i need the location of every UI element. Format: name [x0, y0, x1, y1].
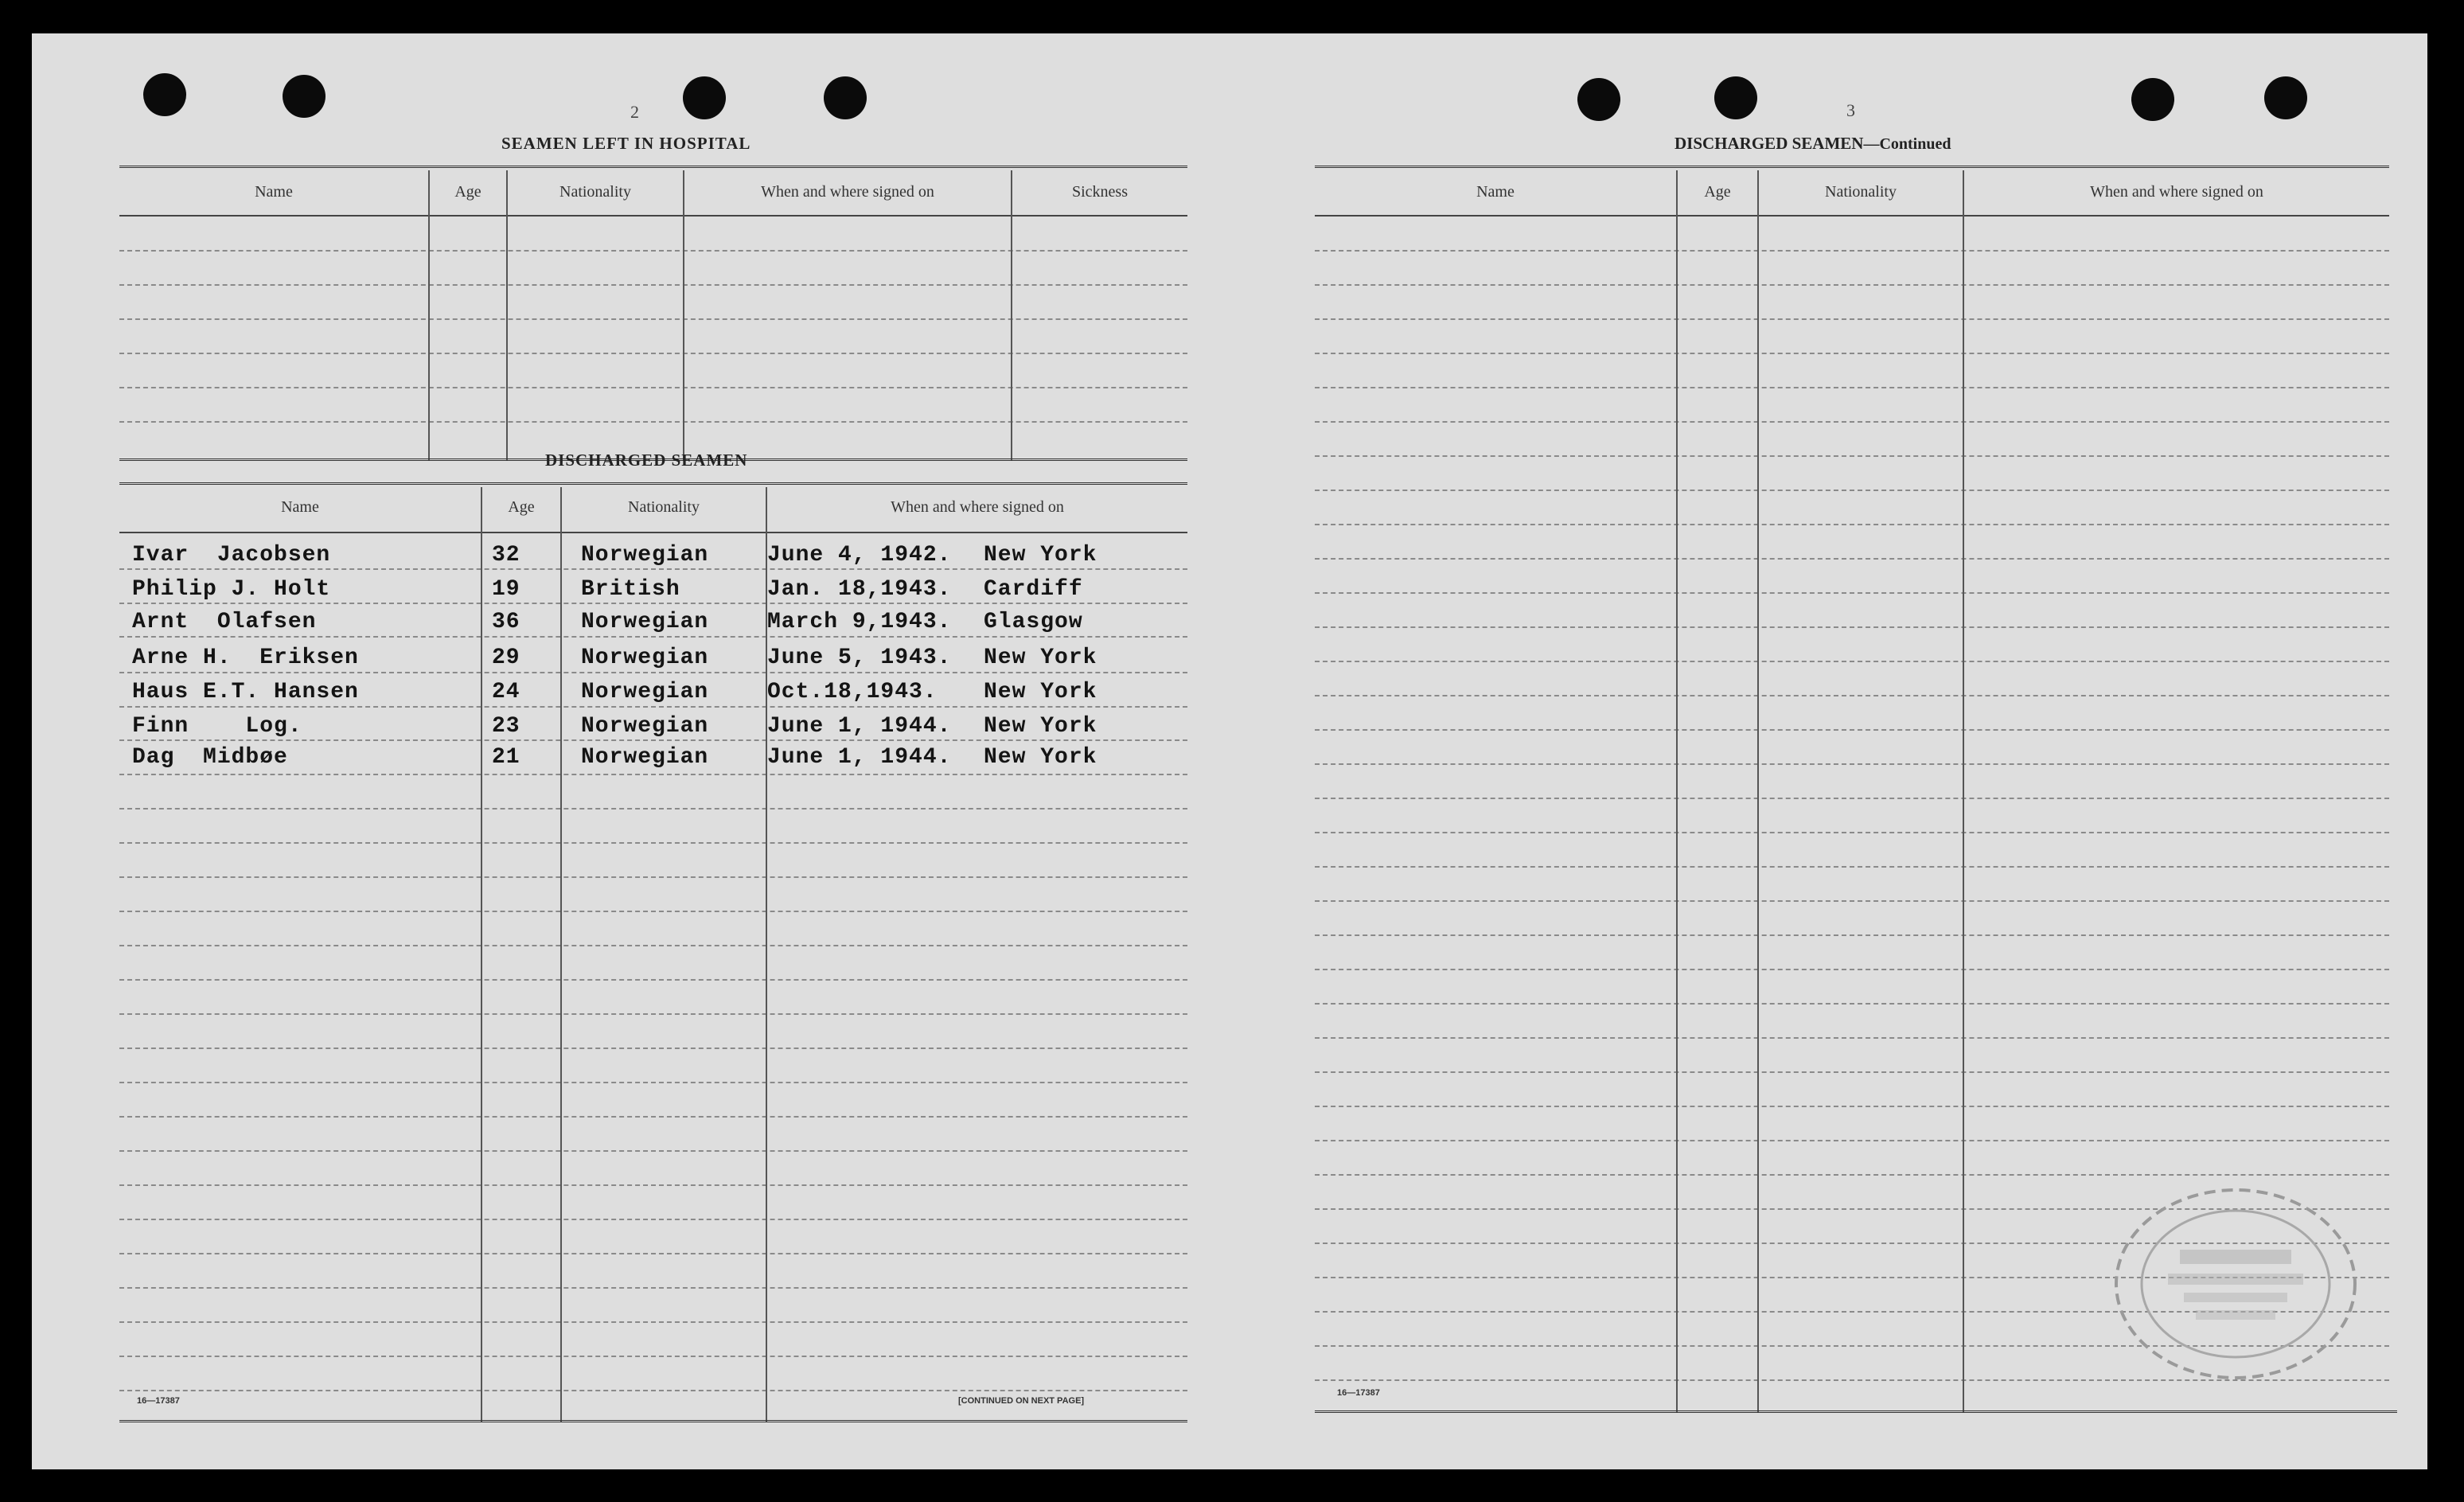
signed-on-date: June 1, 1944.: [767, 745, 952, 770]
seaman-nationality: British: [581, 577, 680, 602]
ruled-line: [1315, 1003, 2389, 1005]
ruled-line: [1315, 353, 2389, 354]
discharged-header-age: Age: [508, 498, 535, 516]
ruled-line: [119, 842, 1187, 844]
ruled-line: [119, 1390, 1187, 1391]
punch-hole: [283, 75, 326, 118]
ruled-line: [1315, 592, 2389, 594]
right-form-number: 16—17387: [1337, 1388, 1380, 1398]
ruled-line: [1315, 1071, 2389, 1073]
column-divider: [428, 170, 430, 460]
seaman-age: 21: [492, 745, 520, 770]
ruled-line: [119, 706, 1187, 708]
ruled-line: [119, 353, 1187, 354]
signed-on-date: June 5, 1943.: [767, 646, 952, 670]
column-divider: [1011, 170, 1012, 460]
right-header-nationality: Nationality: [1825, 183, 1897, 201]
ruled-line: [1315, 661, 2389, 662]
seaman-name: Ivar Jacobsen: [132, 543, 331, 568]
ruled-line: [119, 911, 1187, 912]
ruled-line: [119, 1082, 1187, 1083]
ruled-line: [119, 1219, 1187, 1220]
discharged-top-rule: [119, 482, 1187, 486]
ruled-line: [1315, 1174, 2389, 1176]
ruled-line: [1315, 832, 2389, 833]
hospital-header-signed-on: When and where signed on: [761, 183, 934, 201]
ruled-line: [1315, 900, 2389, 902]
seaman-nationality: Norwegian: [581, 646, 709, 670]
seaman-name: Haus E.T. Hansen: [132, 680, 359, 704]
signed-on-date: Oct.18,1943.: [767, 680, 938, 704]
ruled-line: [119, 1047, 1187, 1049]
seaman-age: 36: [492, 610, 520, 634]
ruled-line: [1315, 284, 2389, 286]
signed-on-place: New York: [984, 543, 1097, 568]
right-header-age: Age: [1704, 183, 1731, 201]
ruled-line: [119, 421, 1187, 423]
right-title-suffix: —Continued: [1863, 135, 1951, 153]
hospital-top-rule: [119, 166, 1187, 170]
ruled-line: [1315, 729, 2389, 731]
seaman-name: Arne H. Eriksen: [132, 646, 359, 670]
left-page-number: 2: [630, 102, 639, 122]
column-divider: [506, 170, 508, 460]
ruled-line: [1315, 387, 2389, 388]
ruled-line: [119, 318, 1187, 320]
ruled-line: [1315, 798, 2389, 799]
ruled-line: [1315, 1140, 2389, 1141]
ruled-line: [1315, 421, 2389, 423]
ruled-line: [1315, 1037, 2389, 1039]
official-stamp: [2104, 1176, 2367, 1391]
right-bottom-rule: [1315, 1410, 2397, 1414]
ruled-line: [1315, 969, 2389, 970]
right-page-number: 3: [1846, 100, 1855, 120]
signed-on-place: New York: [984, 714, 1097, 739]
seaman-nationality: Norwegian: [581, 610, 709, 634]
ruled-line: [119, 603, 1187, 604]
right-header-rule: [1315, 215, 2389, 217]
signed-on-place: New York: [984, 646, 1097, 670]
signed-on-date: June 1, 1944.: [767, 714, 952, 739]
ruled-line: [1315, 1106, 2389, 1107]
ruled-line: [1315, 558, 2389, 560]
discharged-section-title: DISCHARGED SEAMEN: [545, 451, 748, 470]
ruled-line: [1315, 626, 2389, 628]
right-top-rule: [1315, 166, 2389, 170]
ruled-line: [119, 1116, 1187, 1118]
seaman-age: 32: [492, 543, 520, 568]
discharged-header-rule: [119, 532, 1187, 533]
punch-hole: [1577, 78, 1620, 121]
signed-on-date: Jan. 18,1943.: [767, 577, 952, 602]
ruled-line: [1315, 763, 2389, 765]
hospital-header-name: Name: [255, 183, 293, 201]
signed-on-place: New York: [984, 745, 1097, 770]
ruled-line: [119, 387, 1187, 388]
ruled-line: [1315, 250, 2389, 252]
column-divider: [481, 487, 482, 1422]
ruled-line: [119, 1287, 1187, 1289]
seaman-name: Dag Midbøe: [132, 745, 288, 770]
signed-on-place: Glasgow: [984, 610, 1083, 634]
right-page-title: [1675, 134, 1951, 154]
seaman-nationality: Norwegian: [581, 680, 709, 704]
seaman-name: Arnt Olafsen: [132, 610, 317, 634]
punch-hole: [1714, 76, 1757, 119]
punch-hole: [683, 76, 726, 119]
column-divider: [683, 170, 684, 460]
ruled-line: [1315, 524, 2389, 525]
form-number: 16—17387: [137, 1396, 180, 1406]
seaman-nationality: Norwegian: [581, 745, 709, 770]
hospital-header-sickness: Sickness: [1072, 183, 1128, 201]
ruled-line: [119, 568, 1187, 570]
ruled-line: [119, 774, 1187, 775]
seaman-age: 19: [492, 577, 520, 602]
ruled-line: [119, 945, 1187, 946]
ruled-line: [119, 876, 1187, 878]
ruled-line: [119, 250, 1187, 252]
discharged-header-name: Name: [281, 498, 319, 516]
seaman-nationality: Norwegian: [581, 543, 709, 568]
signed-on-place: New York: [984, 680, 1097, 704]
ruled-line: [119, 1321, 1187, 1323]
ruled-line: [119, 979, 1187, 981]
seaman-name: Finn Log.: [132, 714, 302, 739]
ruled-line: [119, 284, 1187, 286]
ruled-line: [119, 1356, 1187, 1357]
signed-on-date: March 9,1943.: [767, 610, 952, 634]
right-title-main: DISCHARGED SEAMEN: [1675, 134, 1864, 153]
ruled-line: [1315, 490, 2389, 491]
signed-on-place: Cardiff: [984, 577, 1083, 602]
discharged-header-nationality: Nationality: [628, 498, 700, 516]
seaman-age: 29: [492, 646, 520, 670]
ruled-line: [119, 1150, 1187, 1152]
document-sheet: [32, 33, 2427, 1469]
seaman-name: Philip J. Holt: [132, 577, 331, 602]
punch-hole: [2264, 76, 2307, 119]
ruled-line: [119, 739, 1187, 741]
hospital-header-nationality: Nationality: [559, 183, 631, 201]
seaman-age: 23: [492, 714, 520, 739]
ruled-line: [1315, 866, 2389, 868]
punch-hole: [2131, 78, 2174, 121]
column-divider: [560, 487, 562, 1422]
hospital-section-title: SEAMEN LEFT IN HOSPITAL: [501, 134, 751, 153]
ruled-line: [119, 672, 1187, 673]
ruled-line: [119, 1184, 1187, 1186]
right-header-name: Name: [1476, 183, 1515, 201]
discharged-header-signed-on: When and where signed on: [891, 498, 1064, 516]
ruled-line: [119, 1013, 1187, 1015]
hospital-header-age: Age: [454, 183, 481, 201]
seaman-nationality: Norwegian: [581, 714, 709, 739]
ruled-line: [1315, 318, 2389, 320]
ruled-line: [119, 1253, 1187, 1254]
ruled-line: [1315, 695, 2389, 696]
ruled-line: [1315, 455, 2389, 457]
right-header-signed-on: When and where signed on: [2090, 183, 2263, 201]
column-divider: [1676, 170, 1678, 1412]
column-divider: [766, 487, 767, 1422]
ruled-line: [119, 808, 1187, 810]
signed-on-date: June 4, 1942.: [767, 543, 952, 568]
ruled-line: [119, 636, 1187, 638]
continued-note: [CONTINUED ON NEXT PAGE]: [958, 1396, 1085, 1406]
seaman-age: 24: [492, 680, 520, 704]
punch-hole: [143, 73, 186, 116]
column-divider: [1963, 170, 1964, 1412]
punch-hole: [824, 76, 867, 119]
discharged-bottom-rule: [119, 1420, 1187, 1424]
column-divider: [1757, 170, 1759, 1412]
hospital-header-rule: [119, 215, 1187, 217]
ruled-line: [1315, 934, 2389, 936]
